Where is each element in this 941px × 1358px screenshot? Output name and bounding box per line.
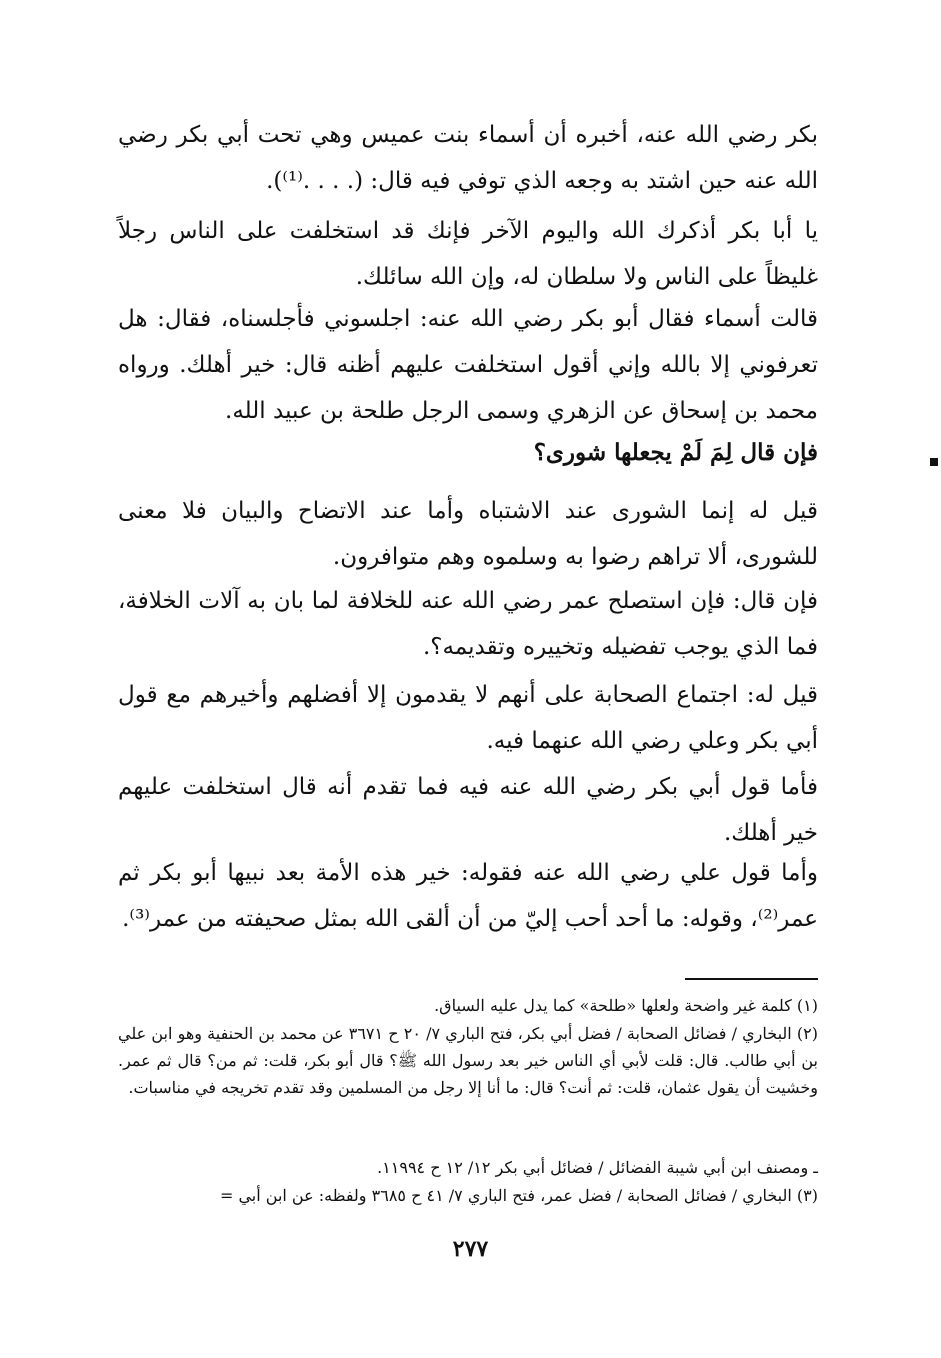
paragraph-2: [118, 208, 818, 300]
paragraph-9: [118, 850, 818, 942]
footnote-2-continuation: ـ ومصنف ابن أبي شيبة الفضائل / فضائل أبي بكر ١٢/ ١٢ ح ١١٩٩٤.: [377, 1158, 818, 1177]
footnote-3: (٣) البخاري / فضائل الصحابة / فضل عمر، فتح الباري ٧/ ٤١ ح ٣٦٨٥ ولفظه: عن ابن أبي =: [219, 1186, 818, 1205]
paragraph-text: فإن قال: فإن استصلح عمر رضي الله عنه للخلافة لما بان به آلات الخلافة، فما الذي يوجب تفضيله وتخييره وتقديمه؟.: [118, 588, 818, 660]
footnote-separator: [685, 978, 818, 980]
paragraph-1: [118, 112, 818, 204]
paragraph-text: قيل له إنما الشورى عند الاشتباه وأما عند الاتضاح والبيان فلا معنى للشورى، ألا تراهم رضوا به وسلموه وهم متوافرون.: [118, 498, 818, 570]
paragraph-text: فأما قول أبي بكر رضي الله عنه فيه فما تقدم أنه قال استخلفت عليهم خير أهلك.: [118, 774, 818, 846]
paragraph-8: [118, 764, 818, 856]
paragraph-6: [118, 578, 818, 670]
paragraph-text: وأما قول علي رضي الله عنه فقوله: خير هذه الأمة بعد نبيها أبو بكر ثم عمر⁽²⁾، وقوله: ما أحد أحب إليّ من أن ألقى الله بمثل صحيفته من عمر⁽³⁾.: [118, 860, 818, 932]
paragraph-text: فإن قال لِمَ لَمْ يجعلها شورى؟: [533, 439, 818, 466]
page-number: ٢٧٧: [452, 1236, 489, 1262]
paragraph-text: قالت أسماء فقال أبو بكر رضي الله عنه: اجلسوني فأجلسناه، فقال: هل تعرفوني إلا بالله وإني أقول استخلفت عليهم أظنه قال: خير أهلك. ورواه محمد بن إسحاق عن الزهري وسمى الرجل طلحة بن عبيد الله.: [118, 306, 818, 424]
paragraph-text: قيل له: اجتماع الصحابة على أنهم لا يقدمون إلا أفضلهم وأخيرهم مع قول أبي بكر وعلي رضي الله عنهما فيه.: [118, 682, 818, 754]
margin-mark: [930, 458, 938, 466]
paragraph-text: يا أبا بكر أذكرك الله واليوم الآخر فإنك قد استخلفت على الناس رجلاً غليظاً على الناس ولا سلطان له، وإن الله سائلك.: [118, 218, 818, 290]
paragraph-text: بكر رضي الله عنه، أخبره أن أسماء بنت عميس وهي تحت أبي بكر رضي الله عنه حين اشتد به وجعه الذي توفي فيه قال: (. . . .⁽¹⁾).: [118, 122, 818, 194]
paragraph-4: [118, 430, 818, 476]
footnote-2: (٢) البخاري / فضائل الصحابة / فضل أبي بكر، فتح الباري ٧/ ٢٠ ح ٣٦٧١ عن محمد بن الحنفية وهو ابن علي بن أبي طالب. قال: قلت لأبي أي الناس خير بعد رسول الله ﷺ؟ قال أبو بكر، قلت: ثم من؟ قال ثم عمر. وخشيت أن يقول عثمان، قلت: ثم أنت؟ قال: ما أنا إلا رجل من المسلمين وقد تقدم تخريجه في مناسبات.: [118, 1024, 818, 1097]
paragraph-3: [118, 296, 818, 434]
paragraph-7: [118, 672, 818, 764]
paragraph-5: [118, 488, 818, 580]
footnote-1: (١) كلمة غير واضحة ولعلها «طلحة» كما يدل عليه السياق.: [434, 996, 818, 1015]
